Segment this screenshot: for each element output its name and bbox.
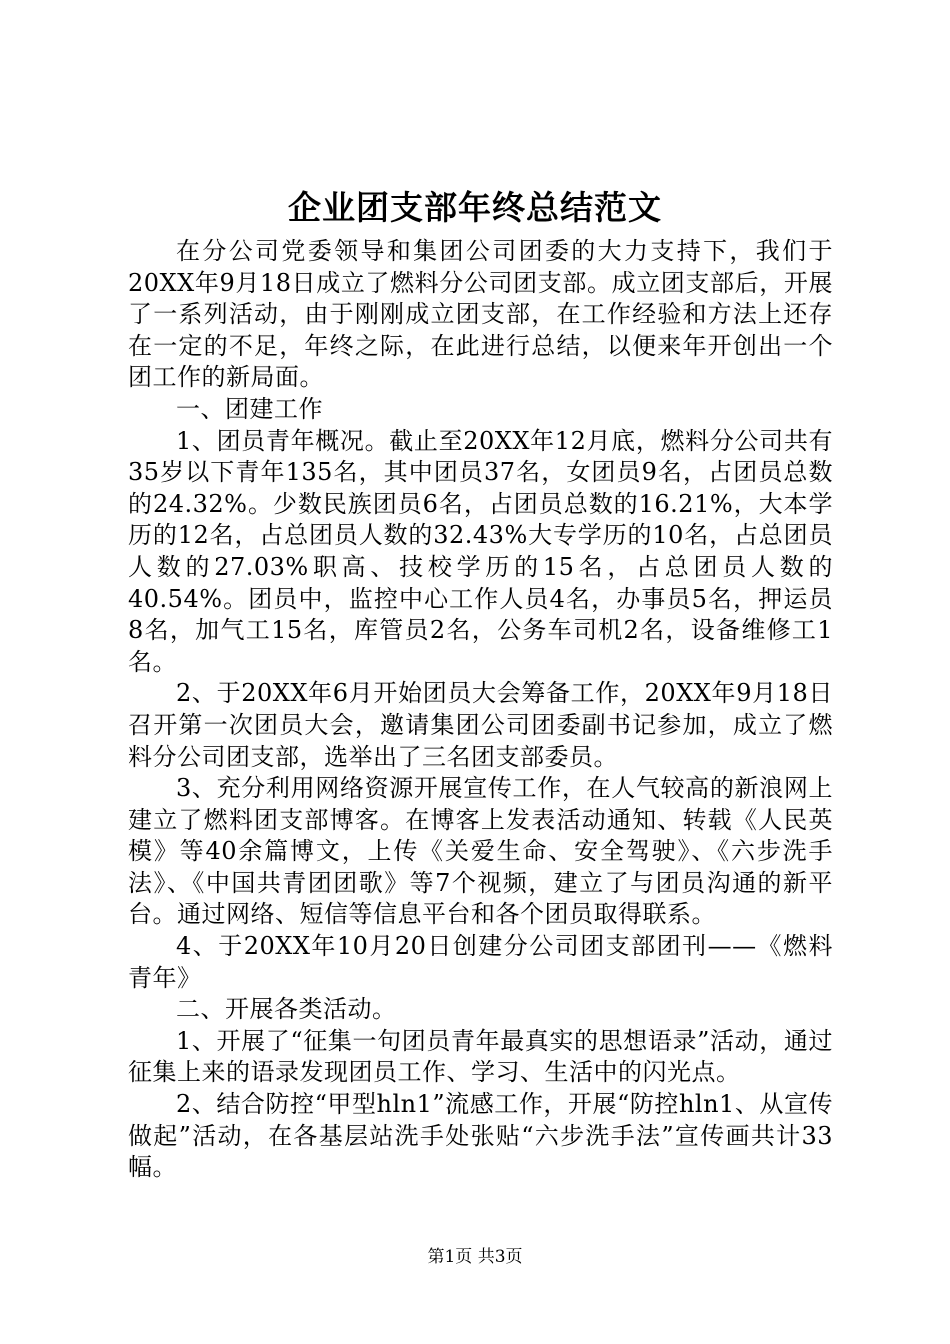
paragraph-newsletter: 4、于20XX年10月20日创建分公司团支部团刊——《燃料青年》 <box>128 932 833 992</box>
document-body <box>128 236 833 1184</box>
document-title: 企业团支部年终总结范文 <box>288 188 662 227</box>
paragraph-youth-overview: 1、团员青年概况。截止至20XX年12月底，燃料分公司共有35岁以下青年135名，其中团员37名，女团员9名，占团员总数的24.32%。少数民族团员6名，占团员总数的16.21%，大本学历的12名，占总团员人数的32.43%大专学历的10名，占总团员人数的27.03%职高、技校学历的15名，占总团员人数的40.54%。团员中，监控中心工作人员4名，办事员5名，押运员8名，加气工15名，库管员2名，公务车司机2名，设备维修工1名。 <box>128 426 833 676</box>
section-heading-2: 二、开展各类活动。 <box>176 995 397 1024</box>
paragraph-quote-campaign: 1、开展了“征集一句团员青年最真实的思想语录”活动，通过征集上来的语录发现团员工作、学习、生活中的闪光点。 <box>128 1026 833 1087</box>
paragraph-online-publicity: 3、充分利用网络资源开展宣传工作，在人气较高的新浪网上建立了燃料团支部博客。在博客上发表活动通知、转载《人民英模》等40余篇博文，上传《关爱生命、安全驾驶》、《六步洗手法》、《中国共青团团歌》等7个视频，建立了与团员沟通的新平台。通过网络、短信等信息平台和各个团员取得联系。 <box>128 774 833 929</box>
intro-paragraph: 在分公司党委领导和集团公司团委的大力支持下，我们于20XX年9月18日成立了燃料分公司团支部。成立团支部后，开展了一系列活动，由于刚刚成立团支部，在工作经验和方法上还存在一定的不足，年终之际，在此进行总结，以便来年开创出一个团工作的新局面。 <box>128 237 833 392</box>
paragraph-member-meeting: 2、于20XX年6月开始团员大会筹备工作，20XX年9月18日召开第一次团员大会，邀请集团公司团委副书记参加，成立了燃料分公司团支部，选举出了三名团支部委员。 <box>128 679 833 771</box>
paragraph-h1n1-campaign: 2、结合防控“甲型hln1”流感工作，开展“防控hln1、从宣传做起”活动，在各基层站洗手处张贴“六步洗手法”宣传画共计33幅。 <box>128 1090 833 1182</box>
page-number-footer: 第1页 共3页 <box>427 1247 523 1267</box>
section-heading-1: 一、团建工作 <box>176 394 323 423</box>
